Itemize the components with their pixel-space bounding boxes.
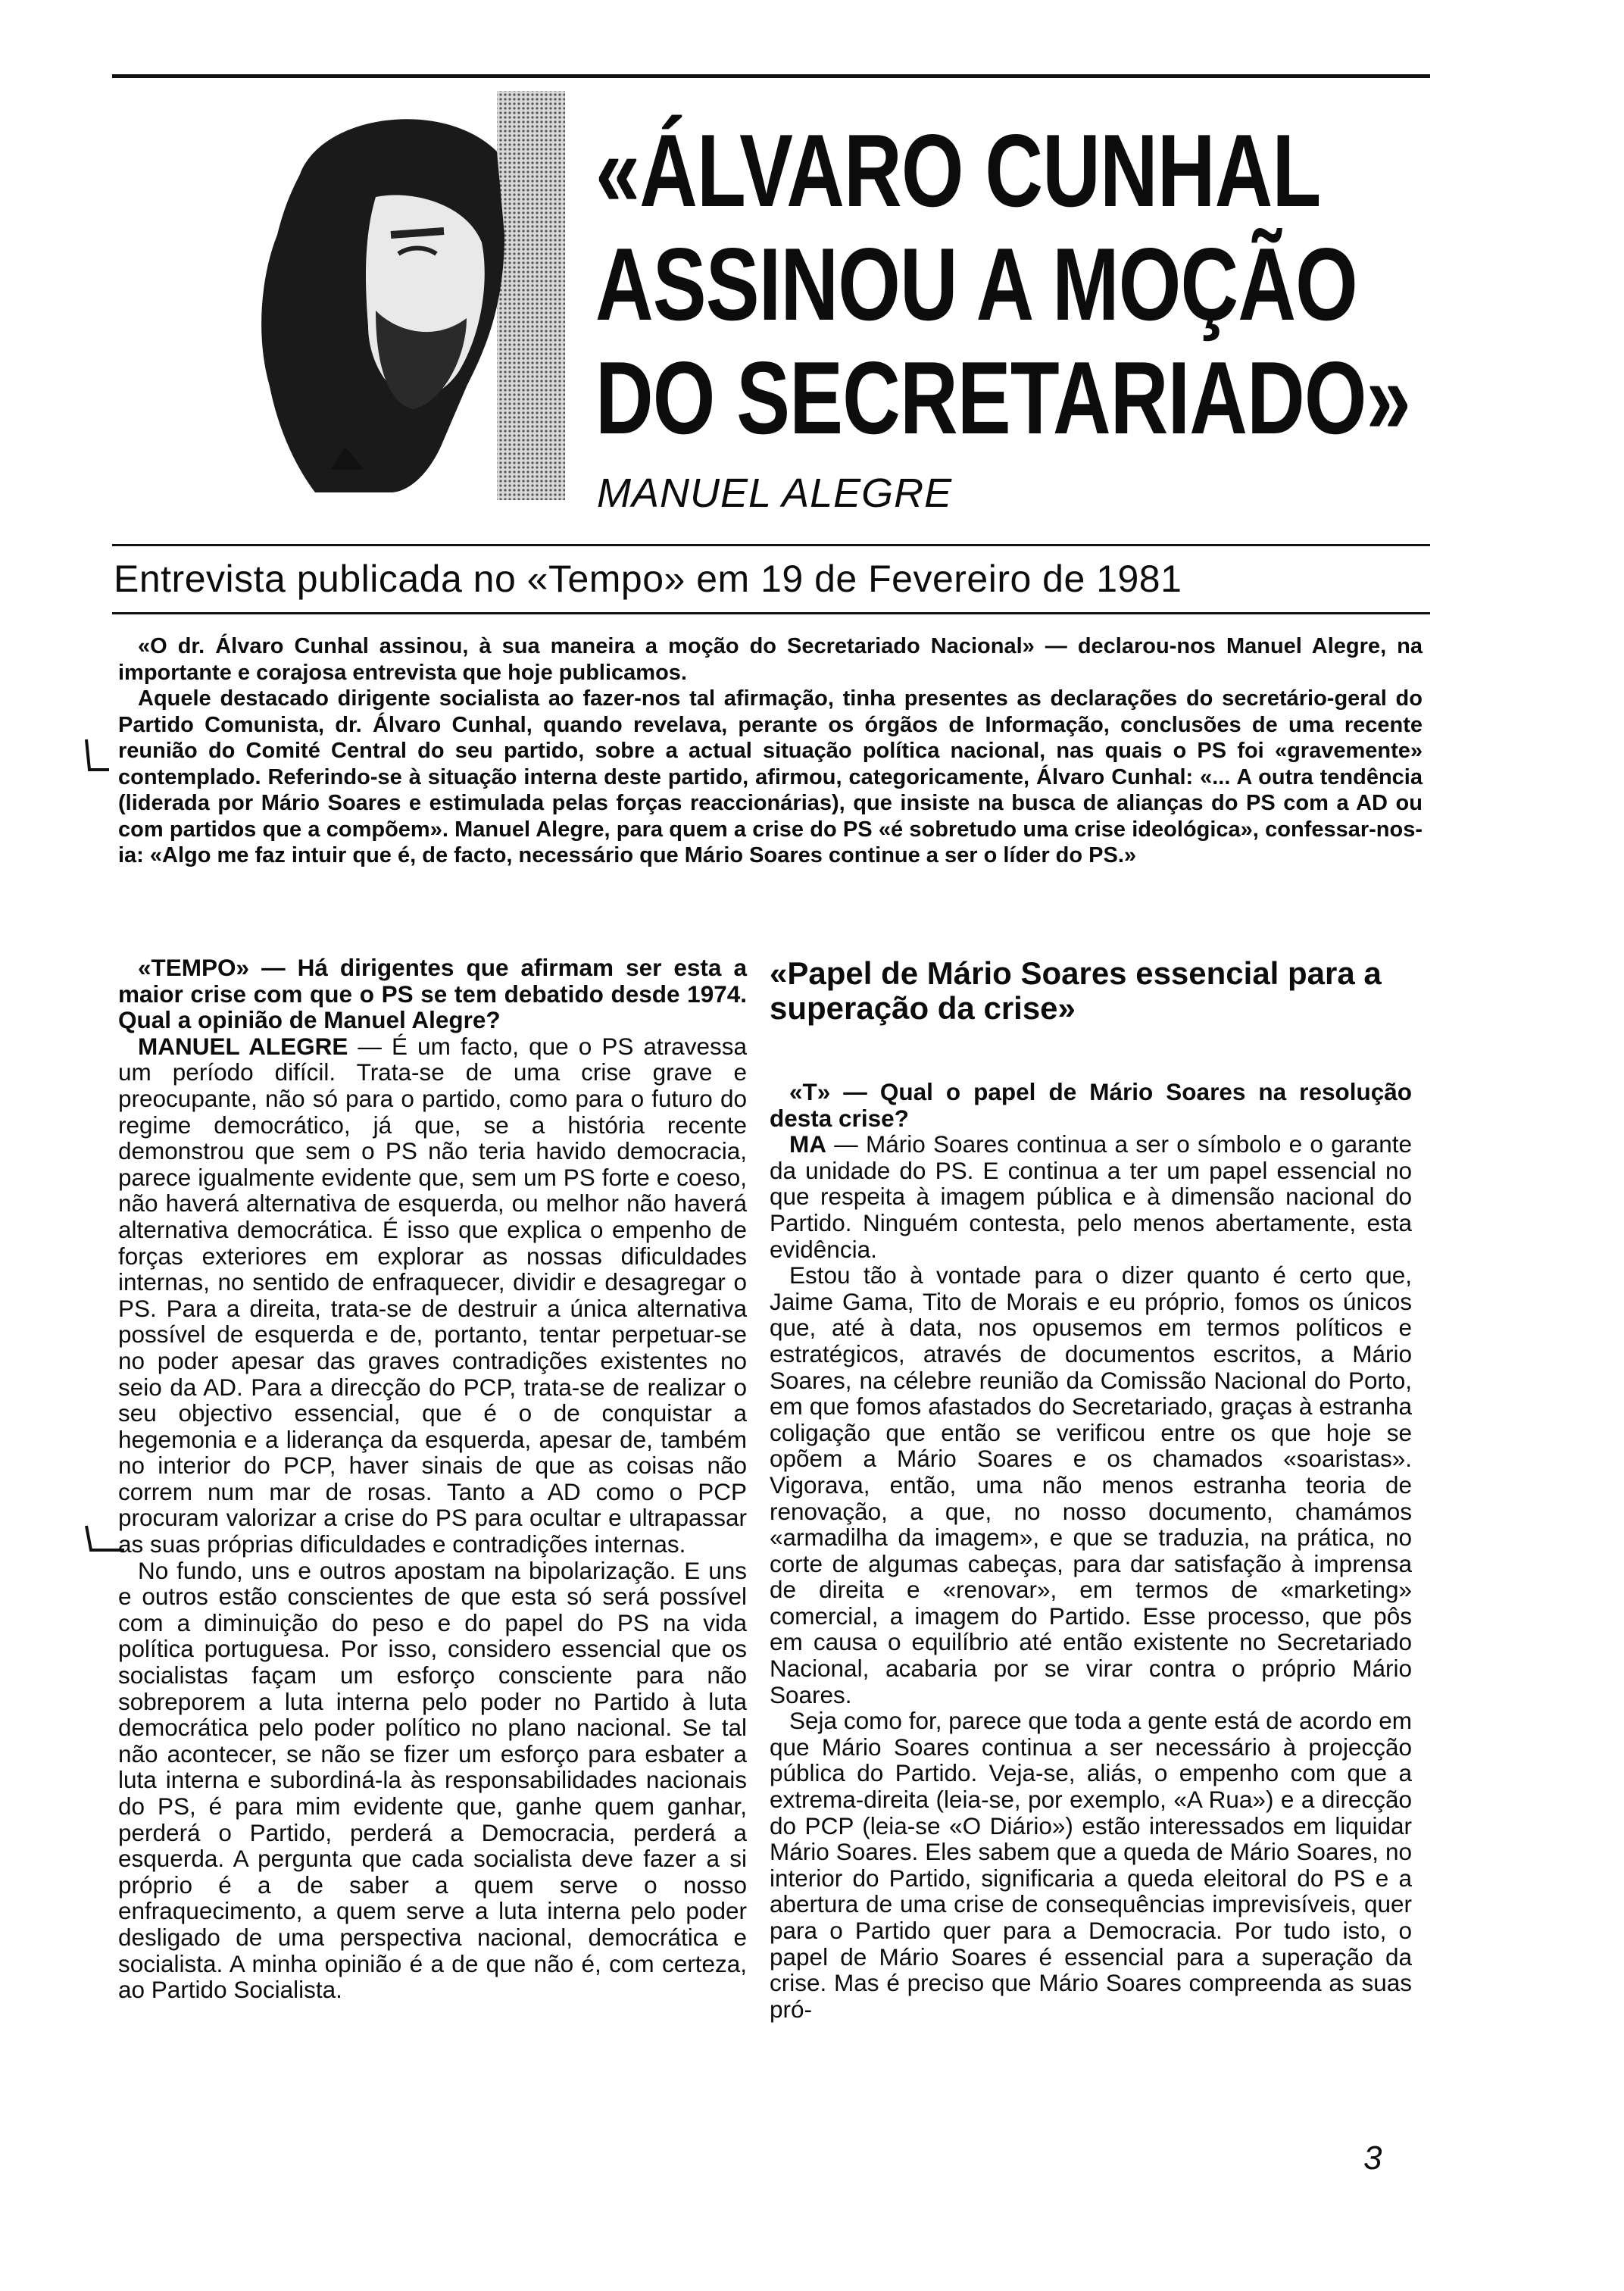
- speaker-name: MANUEL ALEGRE: [138, 1032, 348, 1060]
- interview-answer: [118, 1033, 747, 1558]
- page-number: 3: [1363, 2139, 1382, 2177]
- lead-paragraphs: [118, 633, 1423, 869]
- section-heading: «Papel de Mário Soares essencial para a superação da crise»: [770, 955, 1382, 1026]
- top-rule: [112, 74, 1430, 78]
- author-byline: MANUEL ALEGRE: [597, 470, 953, 516]
- interview-question: «TEMPO» — Há dirigentes que afirmam ser esta a maior crise com que o PS se tem debatido desde 1974. Qual a opinião de Manuel Alegre?: [118, 954, 747, 1034]
- interview-answer: [770, 1131, 1412, 1262]
- answer-text: — Mário Soares continua a ser o símbolo e o garante da unidade do PS. E continua a ter um papel essencial no que respeita à imagem pública e à dimensão nacional do Partido. Ninguém contesta, pelo menos abertamente, esta evidência.: [770, 1130, 1412, 1263]
- headline: [595, 113, 1410, 455]
- headline-line: «ÁLVARO CUNHAL: [595, 113, 1321, 228]
- headline-line: DO SECRETARIADO»: [595, 340, 1410, 455]
- margin-bracket-mark: [82, 736, 112, 789]
- portrait-photo: [217, 83, 573, 508]
- headline-line: ASSINOU A MOÇÃO: [595, 227, 1357, 342]
- publication-note: Entrevista publicada no «Tempo» em 19 de Fevereiro de 1981: [114, 558, 1182, 600]
- lead-paragraph: Aquele destacado dirigente socialista ao fazer-nos tal afirmação, tinha presentes as declarações do secretário-geral do Partido Comunista, dr. Álvaro Cunhal, quando revelava, perante os órgãos de Informação, conclusões de uma recente reunião do Comité Central do seu partido, sobre a actual situação política nacional, nas quais o PS foi «gravemente» contemplado. Referindo-se à situação interna deste partido, afirmou, categoricamente, Álvaro Cunhal: «... A outra tendência (liderada por Mário Soares e estimulada pelas forças reaccionárias), que insiste na busca de alianças do PS com a AD ou com partidos que a compõem». Manuel Alegre, para quem a crise do PS «é sobretudo uma crise ideológica», confessar-nos-ia: «Algo me faz intuir que é, de facto, necessário que Mário Soares continue a ser o líder do PS.»: [118, 686, 1423, 867]
- speaker-name: MA: [789, 1130, 826, 1158]
- answer-text: — É um facto, que o PS atravessa um período difícil. Trata-se de uma crise grave e preocupante, não só para o partido, como para o futuro do regime democrático, já que, se a história recente demonstrou que sem o PS não teria havido democracia, parece igualmente evidente que, sem um PS forte e coeso, não haverá alternativa de esquerda, ou melhor não haverá alternativa democrática. É isso que explica o empenho de forças exteriores em explorar as nossas dificuldades internas, no sentido de enfraquecer, dividir e desagregar o PS. Para a direita, trata-se de destruir a única alternativa possível de esquerda e de, portanto, tentar perpetuar-se no poder apesar das graves contradições existentes no seio da AD. Para a direcção do PCP, trata-se de realizar o seu objectivo essencial, que é o de conquistar a hegemonia e a liderança da esquerda, apesar de, também no interior do PCP, haver sinais de que as coisas não correm num mar de rosas. Tanto a AD como o PCP procuram valorizar a crise do PS para ocultar e ultrapassar as suas próprias dificuldades e contradições internas.: [118, 1032, 747, 1558]
- answer-paragraph: Estou tão à vontade para o dizer quanto é certo que, Jaime Gama, Tito de Morais e eu próprio, fomos os únicos que, até à data, nos opusemos em termos políticos e estratégicos, através de documentos escritos, a Mário Soares, na célebre reunião da Comissão Nacional do Porto, em que fomos afastados do Secretariado, graças à estranha coligação que então se verificou entre os que hoje se opõem a Mário Soares e os chamados «soaristas». Vigorava, então, uma não menos estranha teoria de renovação, a que, no nosso documento, chamámos «armadilha da imagem», e que se traduzia, na prática, no corte de algumas cabeças, para dar satisfação à imprensa de direita e «renovar», em termos de «marketing» comercial, a imagem do Partido. Esse processo, que pôs em causa o equilíbrio até então existente no Secretariado Nacional, acabaria por se virar contra o próprio Mário Soares.: [770, 1261, 1412, 1708]
- lead-paragraph: «O dr. Álvaro Cunhal assinou, à sua maneira a moção do Secretariado Nacional» — declarou-nos Manuel Alegre, na importante e corajosa entrevista que hoje publicamos.: [118, 634, 1423, 685]
- answer-paragraph: No fundo, uns e outros apostam na bipolarização. E uns e outros estão conscientes de que esta só será possível com a diminuição do peso e do papel do PS na vida política portuguesa. Por isso, considero essencial que os socialistas façam um esforço consciente para não sobreporem a luta interna pelo poder no Partido à luta democrática pelo poder político no plano nacional. Se tal não acontecer, se não se fizer um esforço para esbater a luta interna e subordiná-la às responsabilidades nacionais do PS, é para mim evidente que, ganhe quem ganhar, perderá o Partido, perderá a Democracia, perderá a esquerda. A pergunta que cada socialista deve fazer a si próprio é a de saber a quem serve o nosso enfraquecimento, a quem serve a luta interna pelo poder desligado de uma perspectiva nacional, democrática e socialista. A minha opinião é a de que não é, com certeza, ao Partido Socialista.: [118, 1556, 747, 2004]
- subtitle-rule-bottom: [112, 612, 1430, 614]
- left-column: [118, 955, 747, 2003]
- subtitle-rule-top: [112, 544, 1430, 546]
- interview-question: «T» — Qual o papel de Mário Soares na resolução desta crise?: [770, 1078, 1412, 1132]
- right-column: [770, 956, 1412, 2022]
- answer-paragraph: Seja como for, parece que toda a gente está de acordo em que Mário Soares continua a ser necessário à projecção pública do Partido. Veja-se, aliás, o empenho com que a extrema-direita (leia-se, por exemplo, «A Rua») e a direcção do PCP (leia-se «O Diário») estão interessados em liquidar Mário Soares. Eles sabem que a queda de Mário Soares, no interior do Partido, significaria a queda eleitoral do PS e a abertura de uma crise de consequências imprevisíveis, quer para o Partido quer para a Democracia. Por tudo isto, o papel de Mário Soares é essencial para a superação da crise. Mas é preciso que Mário Soares compreenda as suas pró-: [770, 1707, 1412, 2023]
